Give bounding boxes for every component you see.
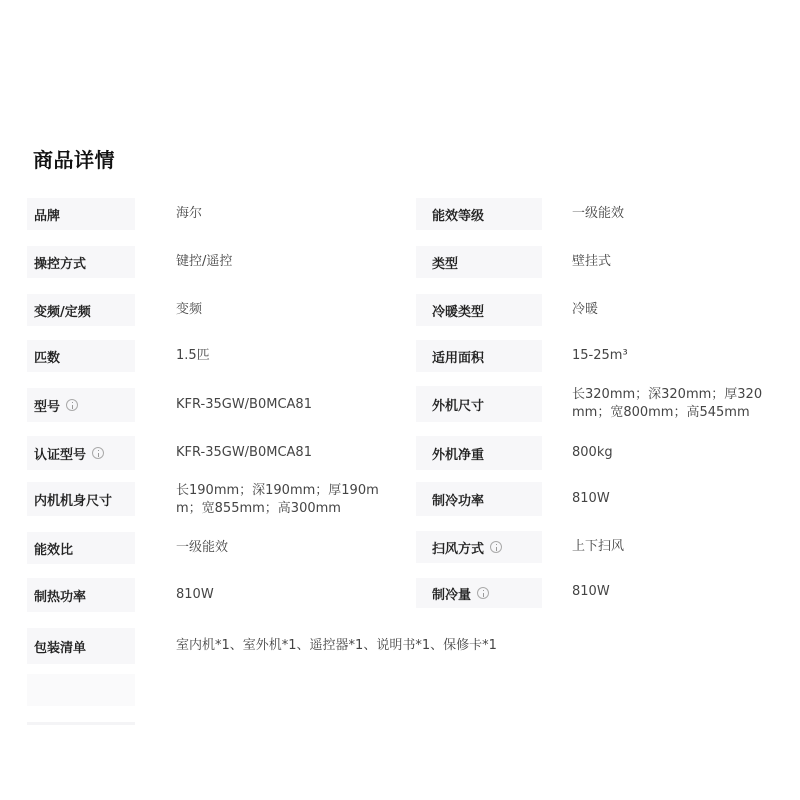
spec-value-cert-model: KFR-35GW/B0MCA81	[176, 445, 312, 460]
spec-value-outdoor-size	[572, 385, 772, 423]
info-icon[interactable]	[490, 541, 502, 553]
spec-label-area	[416, 340, 542, 372]
spec-value-line: m；宽855mm；高300mm	[176, 501, 341, 516]
info-icon[interactable]	[66, 399, 78, 411]
spec-label-text: 外机净重	[432, 447, 485, 463]
spec-label-heat-cool	[416, 294, 542, 326]
spec-label-text: 内机机身尺寸	[34, 493, 113, 509]
spec-value-outdoor-weight: 800kg	[572, 445, 613, 460]
spec-label-text: 能效比	[34, 542, 74, 558]
spec-value-indoor-size	[176, 481, 391, 519]
spec-label-text: 操控方式	[34, 256, 87, 272]
spec-value-control: 键控/遥控	[176, 254, 233, 269]
spec-value-line: 长190mm；深190mm；厚190m	[176, 483, 379, 498]
spec-value-line: 长320mm；深320mm；厚320	[572, 387, 763, 402]
empty-row-block	[27, 674, 135, 706]
spec-label-text: 品牌	[34, 208, 61, 224]
spec-value-airflow: 上下扫风	[572, 539, 625, 554]
spec-label-text: 认证型号	[34, 447, 87, 463]
spec-value-heating-power: 810W	[176, 587, 214, 602]
spec-value-brand: 海尔	[176, 206, 203, 221]
spec-label-cooling-power	[416, 482, 542, 516]
spec-label-heating-power	[27, 578, 135, 612]
spec-label-text: 扫风方式	[432, 541, 485, 557]
spec-label-text: 能效等级	[432, 208, 485, 224]
spec-label-type	[416, 246, 542, 278]
spec-label-text: 制热功率	[34, 589, 87, 605]
spec-label-cooling-capacity	[416, 578, 542, 608]
spec-value-cooling-capacity: 810W	[572, 584, 610, 599]
info-icon[interactable]	[477, 587, 489, 599]
spec-value-heat-cool: 冷暖	[572, 302, 599, 317]
spec-label-text: 外机尺寸	[432, 398, 485, 414]
spec-value-cooling-power: 810W	[572, 491, 610, 506]
spec-label-horsepower	[27, 340, 135, 372]
spec-label-outdoor-size	[416, 386, 542, 422]
spec-value-package: 室内机*1、室外机*1、遥控器*1、说明书*1、保修卡*1	[176, 638, 497, 653]
spec-label-text: 包装清单	[34, 640, 87, 656]
spec-label-indoor-size	[27, 482, 135, 516]
spec-label-inverter	[27, 294, 135, 326]
spec-value-energy-grade: 一级能效	[572, 206, 625, 221]
spec-label-text: 类型	[432, 256, 459, 272]
spec-label-energy-grade	[416, 198, 542, 230]
section-title: 商品详情	[33, 148, 115, 172]
spec-label-text: 变频/定频	[34, 304, 91, 320]
spec-value-eer: 一级能效	[176, 540, 229, 555]
spec-value-inverter: 变频	[176, 302, 203, 317]
spec-label-brand	[27, 198, 135, 230]
spec-label-airflow	[416, 531, 542, 563]
divider	[27, 722, 135, 725]
spec-label-text: 型号	[34, 399, 61, 415]
spec-label-text: 匹数	[34, 350, 61, 366]
spec-label-cert-model	[27, 436, 135, 470]
spec-label-text: 冷暖类型	[432, 304, 485, 320]
spec-value-model: KFR-35GW/B0MCA81	[176, 397, 312, 412]
spec-value-line: mm；宽800mm；高545mm	[572, 405, 750, 420]
spec-label-text: 制冷量	[432, 587, 472, 603]
spec-label-control	[27, 246, 135, 278]
spec-label-eer	[27, 532, 135, 564]
info-icon[interactable]	[92, 447, 104, 459]
spec-label-model	[27, 388, 135, 422]
spec-label-outdoor-weight	[416, 436, 542, 470]
spec-value-area: 15-25m³	[572, 348, 628, 363]
spec-label-package	[27, 628, 135, 664]
spec-label-text: 制冷功率	[432, 493, 485, 509]
spec-value-horsepower: 1.5匹	[176, 348, 210, 363]
spec-label-text: 适用面积	[432, 350, 485, 366]
spec-value-type: 壁挂式	[572, 254, 612, 269]
